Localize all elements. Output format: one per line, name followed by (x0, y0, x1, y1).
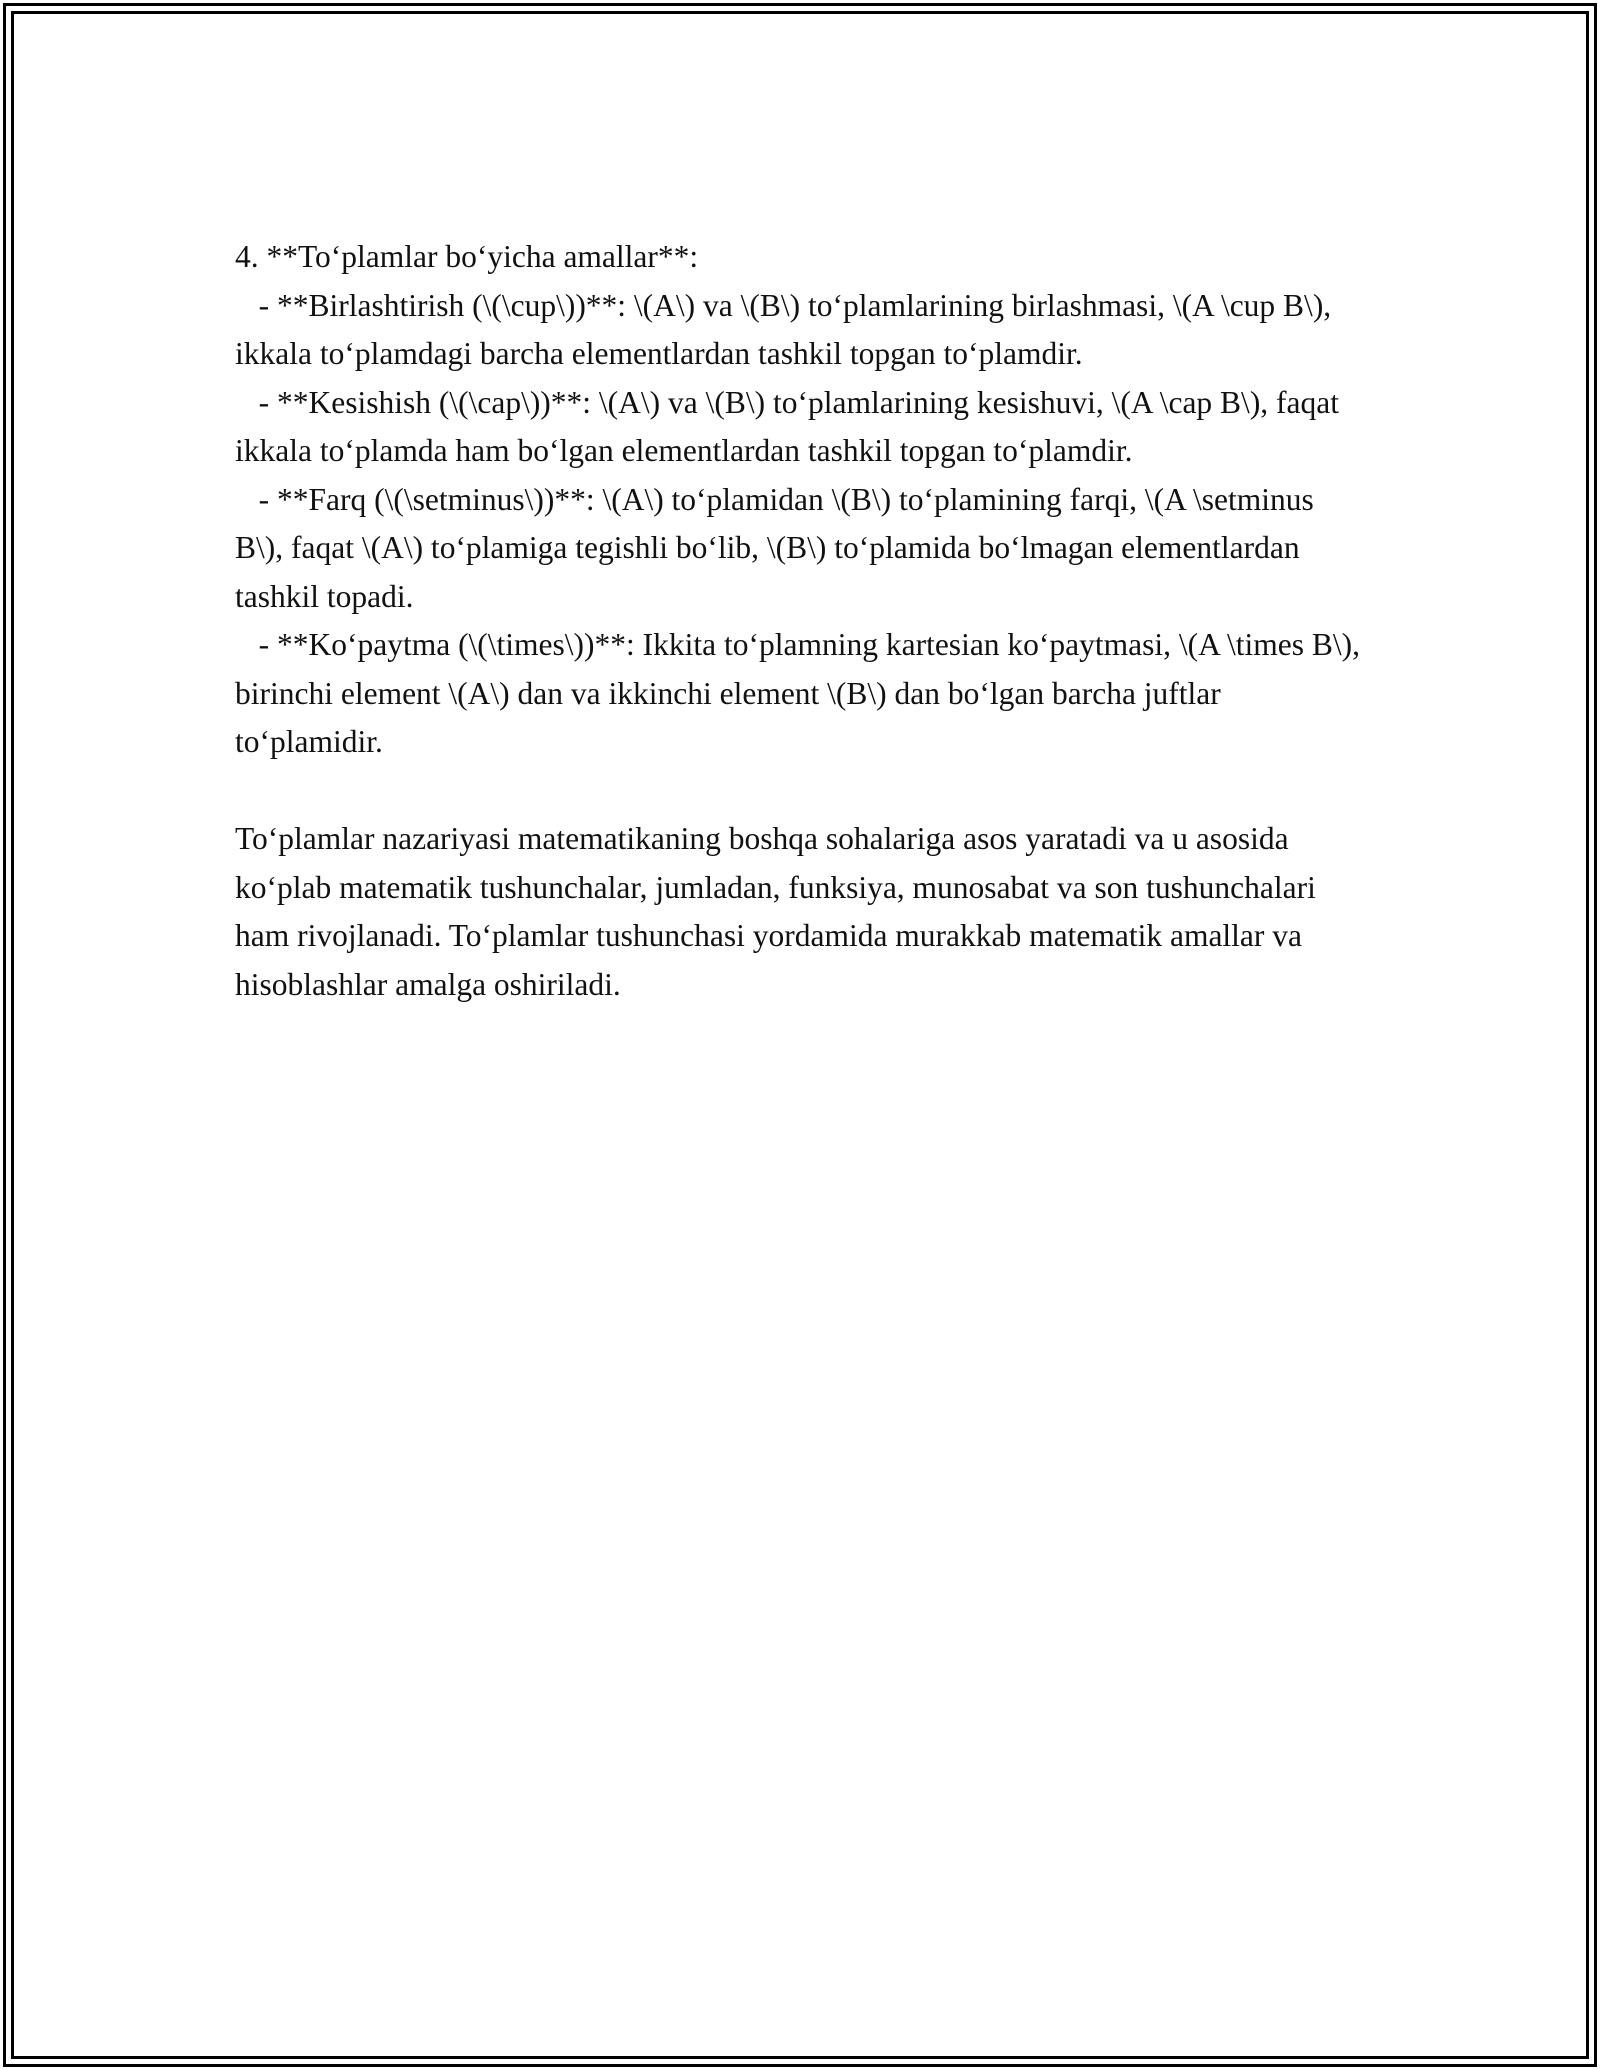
list-item-product: - **Ko‘paytma (\(\times\))**: Ikkita to‘plamning kartesian ko‘paytmasi, \(A \times B\), birinchi element \(A\) dan va ikkinchi element \(B\) dan bo‘lgan barcha juftlar to‘plamidir. (235, 627, 1368, 759)
section-heading: 4. **To‘plamlar bo‘yicha amallar**: (235, 239, 699, 274)
document-body (235, 233, 1368, 1009)
list-item-intersection: - **Kesishish (\(\cap\))**: \(A\) va \(B\) to‘plamlarining kesishuvi, \(A \cap B\), faqat ikkala to‘plamda ham bo‘lgan elementlardan tashkil topgan to‘plamdir. (235, 384, 1347, 468)
conclusion-paragraph: To‘plamlar nazariyasi matematikaning boshqa sohalariga asos yaratadi va u asosida ko‘plab matematik tushunchalar, jumladan, funksiya, munosabat va son tushunchalari ham rivojlanadi. To‘plamlar tushunchasi yordamida murakkab matematik amallar va hisoblashlar amalga oshiriladi. (235, 821, 1324, 1002)
list-item-union: - **Birlashtirish (\(\cup\))**: \(A\) va \(B\) to‘plamlarining birlashmasi, \(A \cup B\), ikkala to‘plamdagi barcha elementlardan tashkil topgan to‘plamdir. (235, 287, 1340, 371)
paragraph-gap (235, 767, 1365, 816)
list-item-difference: - **Farq (\(\setminus\))**: \(A\) to‘plamidan \(B\) to‘plamining farqi, \(A \setminus B\), faqat \(A\) to‘plamiga tegishli bo‘lib, \(B\) to‘plamida bo‘lmagan elementlardan tashkil topadi. (235, 481, 1322, 614)
